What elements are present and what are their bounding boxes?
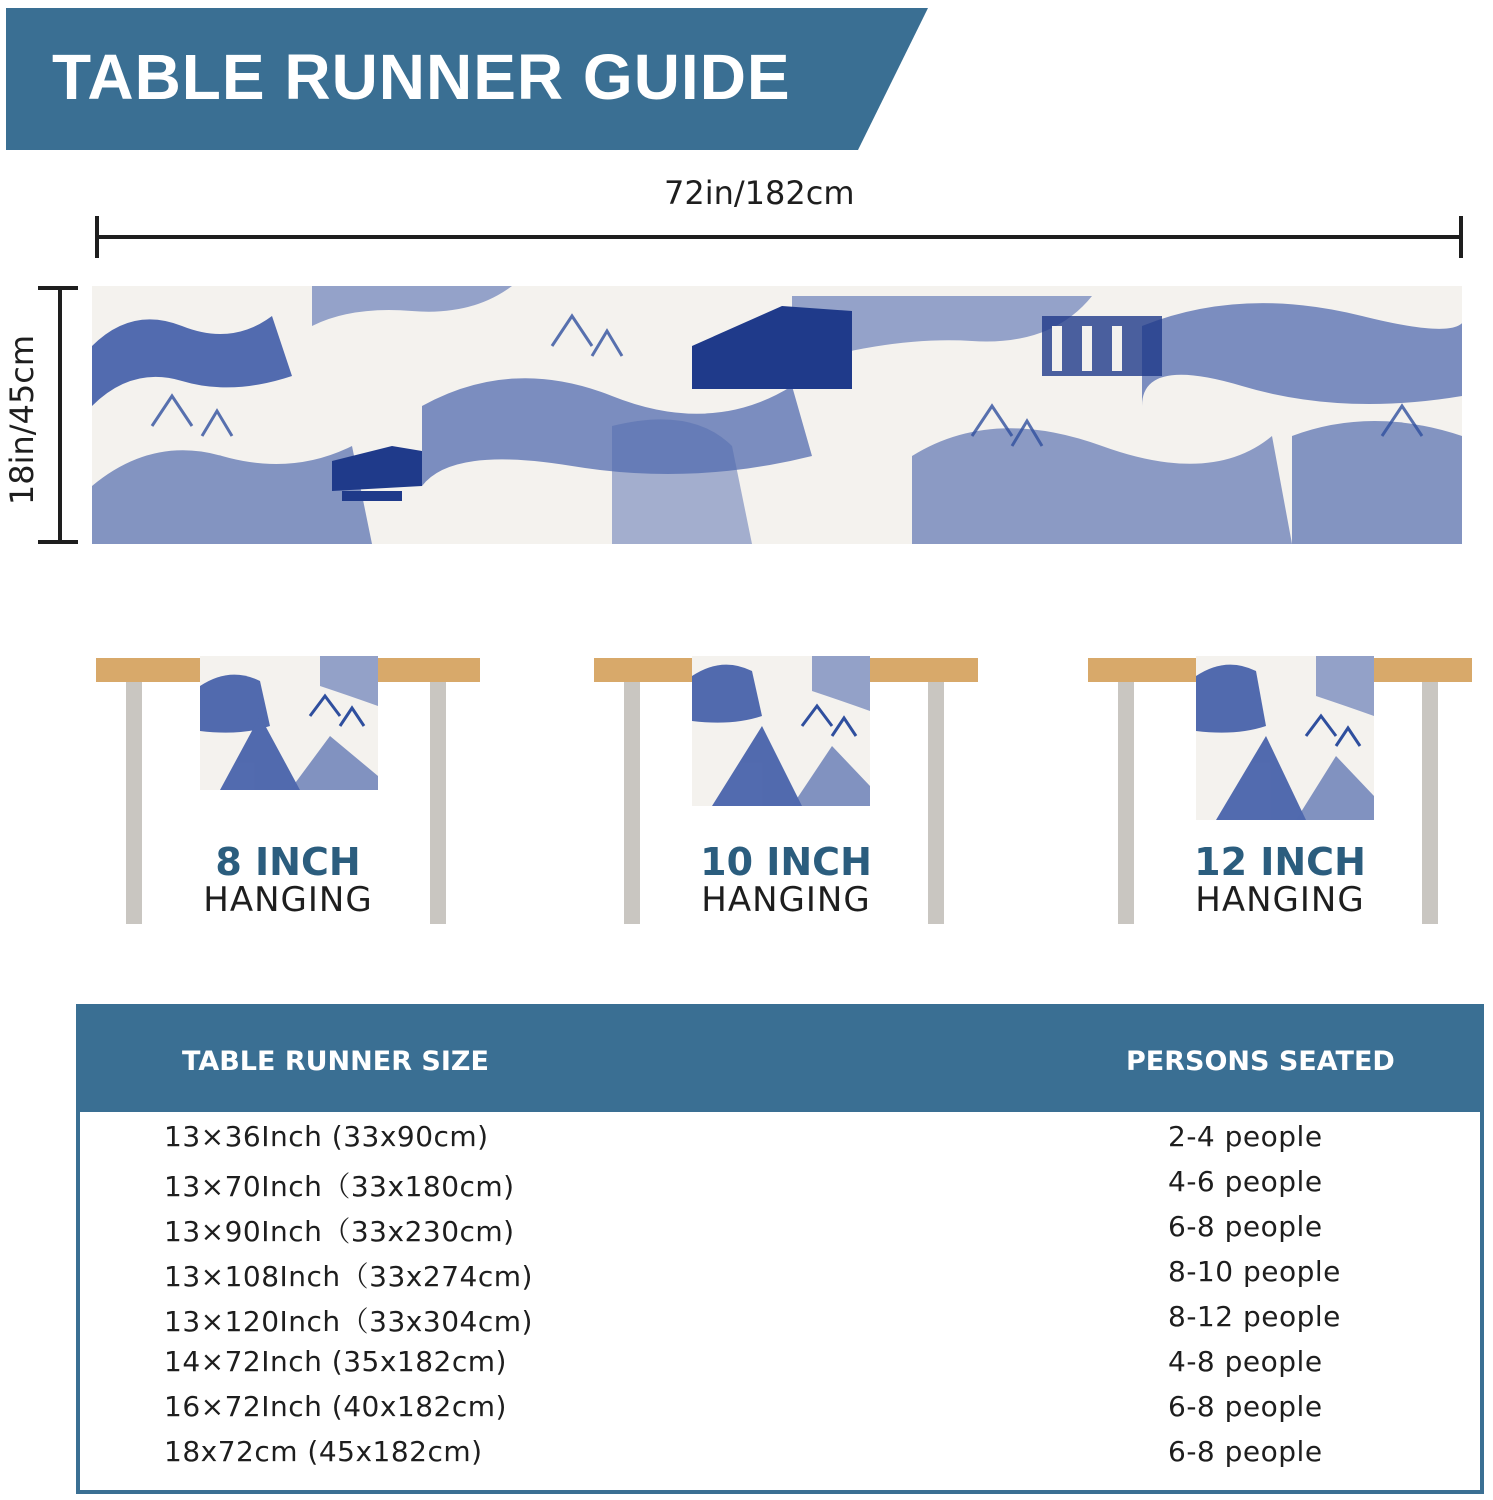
cell-size: 16×72Inch (40x182cm) [164,1390,507,1423]
cell-persons: 6-8 people [1168,1390,1323,1423]
table-row [80,1206,1480,1251]
size-table-body [80,1116,1480,1476]
column-header-size: TABLE RUNNER SIZE [182,1046,489,1077]
hanging-size-label: 12 INCH [1194,840,1366,884]
size-table [76,1004,1484,1494]
table-row [80,1341,1480,1386]
cell-size: 14×72Inch (35x182cm) [164,1345,507,1378]
column-header-persons: PERSONS SEATED [1126,1046,1395,1077]
hanging-runner-image [200,656,378,790]
table-row [80,1116,1480,1161]
table-illustration-10-inch [594,640,994,940]
height-dimension-label: 18in/45cm [3,334,41,506]
table-row [80,1431,1480,1476]
table-illustration-12-inch [1088,640,1488,940]
hanging-size-label: 8 INCH [215,840,361,884]
table-illustration-8-inch [96,640,496,940]
cell-persons: 2-4 people [1168,1120,1323,1153]
cell-persons: 6-8 people [1168,1435,1323,1468]
hanging-word-label: HANGING [203,880,373,920]
cell-size: 13×90Inch（33x230cm) [164,1215,515,1248]
cell-size: 13×36Inch (33x90cm) [164,1120,489,1153]
cell-persons: 6-8 people [1168,1210,1323,1243]
cell-persons: 8-12 people [1168,1300,1341,1333]
cell-size: 18x72cm (45x182cm) [164,1435,483,1468]
hanging-runner-image [692,656,870,806]
cell-persons: 8-10 people [1168,1255,1341,1288]
table-row [80,1386,1480,1431]
cell-persons: 4-8 people [1168,1345,1323,1378]
cell-persons: 4-6 people [1168,1165,1323,1198]
width-dimension-label: 72in/182cm [664,174,855,212]
hanging-word-label: HANGING [701,880,871,920]
page-title: TABLE RUNNER GUIDE [52,41,791,113]
cell-size: 13×70Inch（33x180cm) [164,1170,515,1203]
hanging-runner-image [1196,656,1374,820]
hanging-word-label: HANGING [1195,880,1365,920]
cell-size: 13×108Inch（33x274cm) [164,1260,533,1293]
table-row [80,1251,1480,1296]
hanging-size-label: 10 INCH [700,840,872,884]
cell-size: 13×120Inch（33x304cm) [164,1305,533,1338]
runner-pattern-image [92,286,1462,544]
size-table-header [80,1008,1480,1112]
table-row [80,1296,1480,1341]
table-row [80,1161,1480,1206]
